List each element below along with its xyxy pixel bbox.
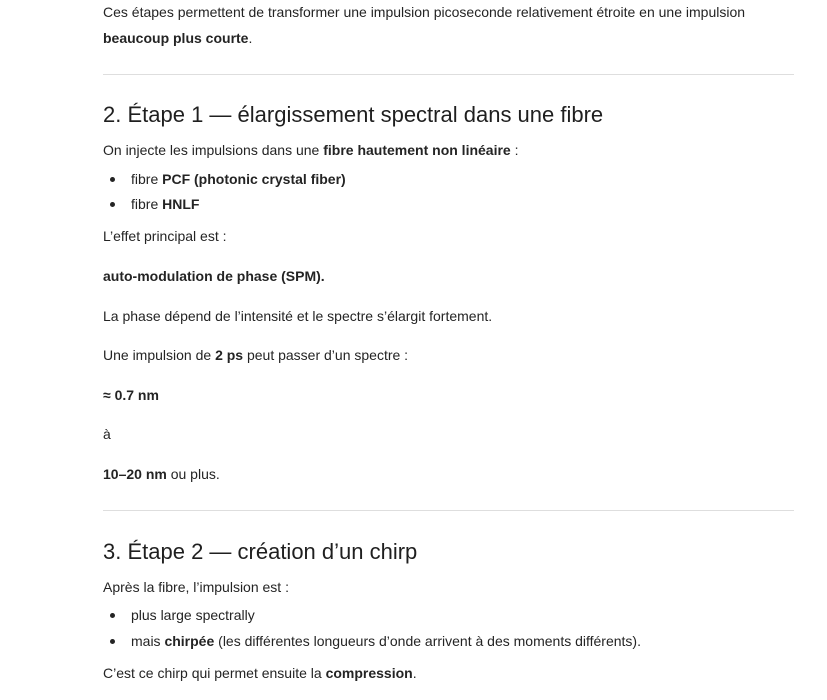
divider xyxy=(103,74,794,75)
chirp-text: C’est ce chirp qui permet ensuite la xyxy=(103,665,326,681)
list-item xyxy=(131,632,641,650)
list-item xyxy=(131,170,346,188)
effect-label: L’effet principal est : xyxy=(103,228,227,244)
pulse-text: Une impulsion de xyxy=(103,347,216,363)
effect-paragraph xyxy=(103,267,325,285)
list-item-bold: HNLF xyxy=(162,196,200,212)
list-item-bold: PCF (photonic crystal fiber) xyxy=(162,171,346,187)
effect-end: . xyxy=(320,268,325,284)
range-end: ou plus. xyxy=(166,466,220,482)
chirp-bold: compression xyxy=(325,665,413,681)
intro-text: Ces étapes permettent de transformer une impulsion picoseconde relativement étroite en une impulsion xyxy=(103,4,746,20)
after-fiber-paragraph: Après la fibre, l’impulsion est : xyxy=(103,579,289,595)
list-item-text: mais xyxy=(131,633,165,649)
range-paragraph xyxy=(103,465,220,483)
bullet-icon xyxy=(110,177,115,182)
list-item xyxy=(131,606,255,624)
section-heading: 3. Étape 2 — création d’un chirp xyxy=(103,539,418,564)
divider xyxy=(103,510,794,511)
inject-end: : xyxy=(510,142,519,158)
approx-value xyxy=(103,386,159,404)
list-item-end: (les différentes longueurs d’onde arrivent à des moments différents). xyxy=(214,633,641,649)
list-item-text: plus large spectrally xyxy=(131,607,255,623)
list-item-text: fibre xyxy=(131,196,163,212)
range-bold: 10–20 nm xyxy=(103,466,167,482)
intro-end: . xyxy=(248,30,253,46)
intro-line-2 xyxy=(103,29,252,47)
a-word: à xyxy=(103,426,111,442)
chirp-end: . xyxy=(412,665,417,681)
effect-bold: auto-modulation de phase (SPM) xyxy=(103,268,321,284)
pulse-bold: 2 ps xyxy=(215,347,244,363)
bullet-icon xyxy=(110,613,115,618)
list-item-bold: chirpée xyxy=(164,633,215,649)
list-item-text: fibre xyxy=(131,171,163,187)
intro-bold-text: beaucoup plus courte xyxy=(103,30,249,46)
list-item xyxy=(131,195,199,213)
intro-line-1 xyxy=(103,3,745,21)
bullet-icon xyxy=(110,639,115,644)
section-heading: 2. Étape 1 — élargissement spectral dans une fibre xyxy=(103,102,604,127)
inject-bold: fibre hautement non linéaire xyxy=(323,142,511,158)
chirp-paragraph xyxy=(103,664,417,682)
pulse-end: peut passer d’un spectre : xyxy=(243,347,409,363)
inject-text: On injecte les impulsions dans une xyxy=(103,142,324,158)
phase-paragraph: La phase dépend de l’intensité et le spectre s’élargit fortement. xyxy=(103,308,493,324)
bullet-icon xyxy=(110,202,115,207)
approx-bold: ≈ 0.7 nm xyxy=(103,387,159,403)
pulse-paragraph xyxy=(103,346,408,364)
inject-paragraph xyxy=(103,141,519,159)
